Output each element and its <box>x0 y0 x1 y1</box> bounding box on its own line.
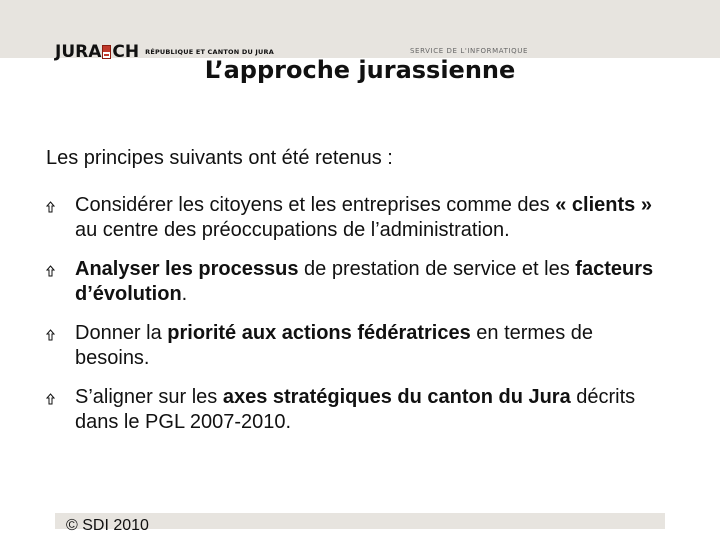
logo-subtitle: RÉPUBLIQUE ET CANTON DU JURA <box>145 48 274 56</box>
hollow-up-arrow-icon <box>46 265 55 277</box>
hollow-up-arrow-icon <box>46 201 55 213</box>
intro-text: Les principes suivants ont été retenus : <box>46 147 393 169</box>
list-item <box>46 321 666 371</box>
bullet-emphasis: axes stratégiques du canton du Jura <box>222 386 571 408</box>
hollow-up-arrow-icon <box>46 329 55 341</box>
slide-title: L’approche jurassienne <box>204 56 516 84</box>
list-item <box>46 385 666 435</box>
bullet-emphasis: priorité aux actions fédératrices <box>167 322 471 344</box>
bullet-text: en termes de besoins. <box>75 322 594 369</box>
bullet-text: de prestation de service et les <box>298 258 576 280</box>
bullet-text: Donner la <box>75 322 168 344</box>
bullet-text: décrits dans le PGL 2007-2010. <box>75 386 636 433</box>
bullet-text: Considérer les citoyens et les entreprises comme des <box>75 194 556 216</box>
list-item <box>46 257 666 307</box>
principles-list <box>46 193 666 449</box>
logo-jura-text: JURA <box>55 42 102 62</box>
service-label: SERVICE DE L'INFORMATIQUE <box>410 47 528 55</box>
bullet-text: S’aligner sur les <box>75 386 223 408</box>
bullet-emphasis: Analyser les processus <box>75 258 299 280</box>
list-item <box>46 193 666 243</box>
footer-copyright: © SDI 2010 <box>66 517 149 534</box>
bullet-text: . <box>181 283 188 305</box>
hollow-up-arrow-icon <box>46 393 55 405</box>
bullet-emphasis: facteurs d’évolution <box>75 258 654 305</box>
bullet-text: au centre des préoccupations de l’administration. <box>75 219 510 241</box>
logo-ch-text: CH <box>112 42 140 62</box>
bullet-emphasis: « clients » <box>555 194 652 216</box>
